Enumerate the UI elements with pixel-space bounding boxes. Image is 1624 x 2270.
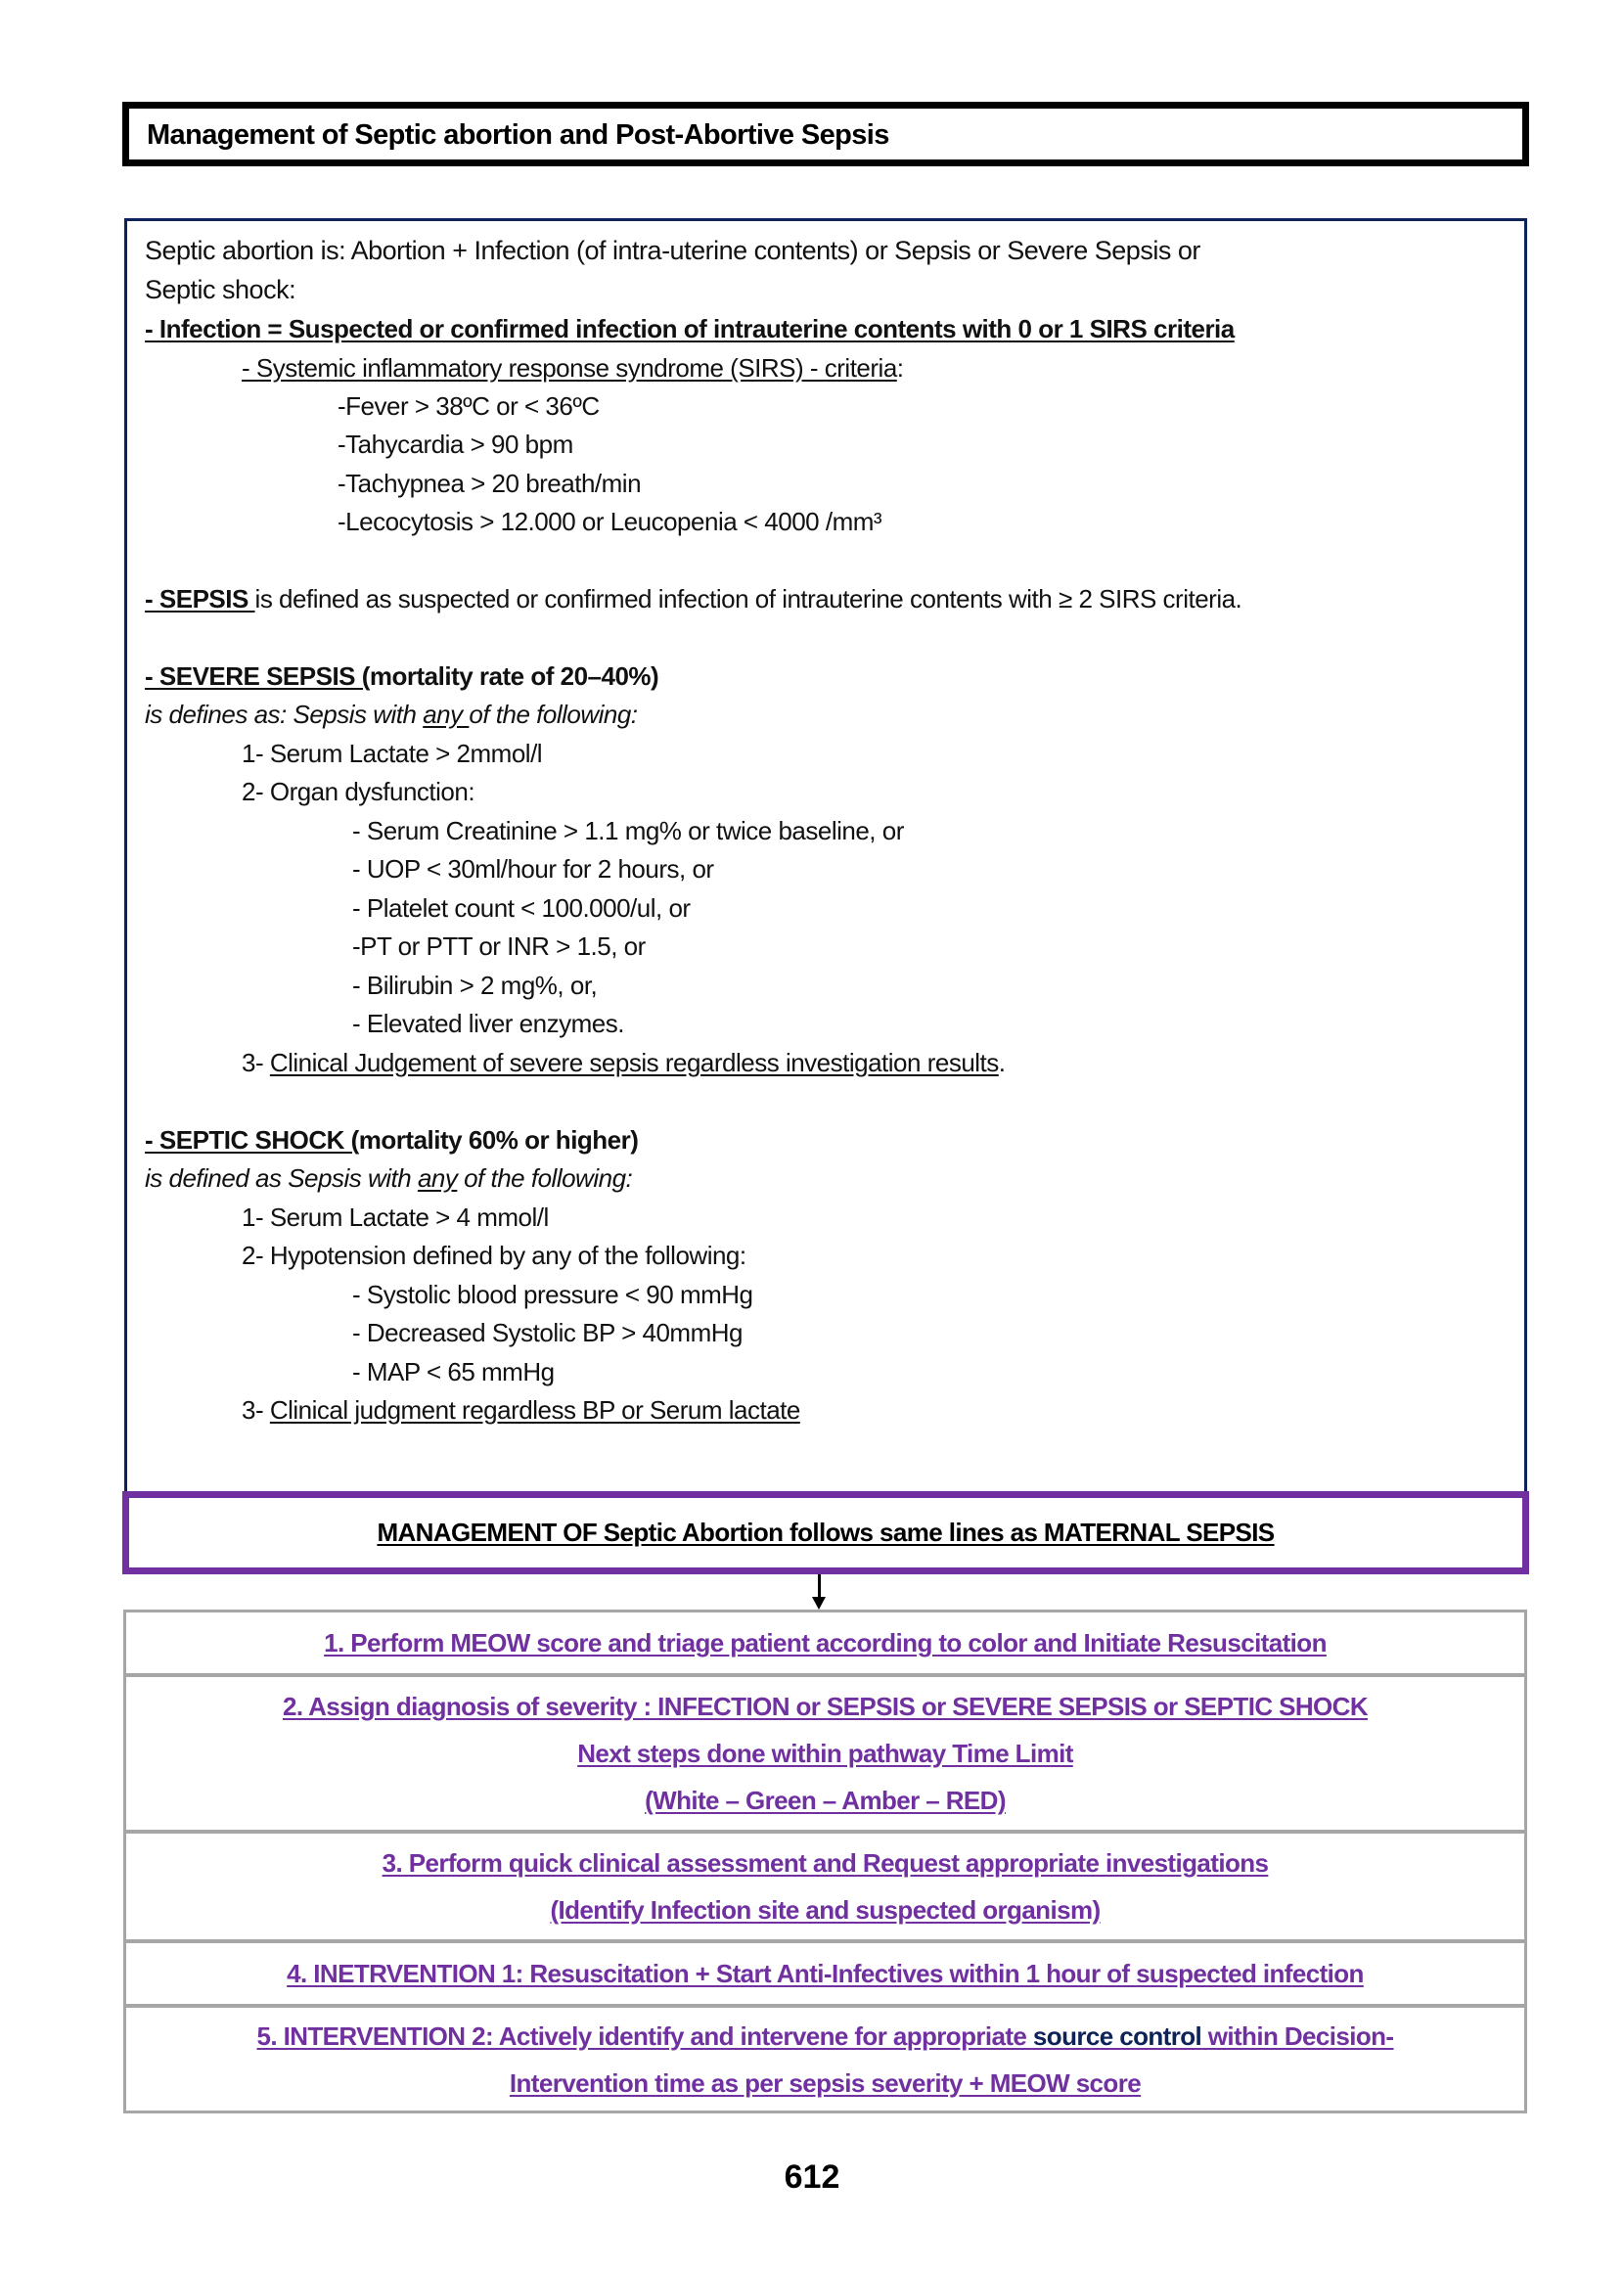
management-banner <box>122 1491 1529 1574</box>
organ-dysfunction-item: - UOP < 30ml/hour for 2 hours, or <box>352 854 714 884</box>
step-1 <box>126 1612 1524 1677</box>
organ-dysfunction-item: - Platelet count < 100.000/ul, or <box>352 893 691 923</box>
hypotension-item: - MAP < 65 mmHg <box>352 1357 555 1386</box>
intro-text: is defines as: Sepsis with <box>145 700 424 729</box>
severe-sepsis-mortality: mortality rate of 20–40%) <box>369 661 659 691</box>
management-steps <box>123 1610 1527 2113</box>
sirs-heading-colon: : <box>896 353 904 383</box>
item-text: Clinical Judgement of severe sepsis regardless investigation results <box>269 1048 999 1077</box>
step-text: Intervention time as per sepsis severity + MEOW score <box>509 2067 1142 2098</box>
step-3 <box>126 1834 1524 1943</box>
arrow-head-icon <box>812 1597 826 1610</box>
step-text-part: 5. INTERVENTION 2: Actively identify and intervene for appropriate <box>256 2020 1033 2051</box>
sirs-criterion: -Tachypnea > 20 breath/min <box>338 469 642 498</box>
intro-text: is defined as Sepsis with <box>145 1163 418 1193</box>
severe-sepsis-item-1: 1- Serum Lactate > 2mmol/l <box>242 739 543 768</box>
intro-line-1: Septic abortion is: Abortion + Infection (of intra-uterine contents) or Sepsis or Severe Sepsis or <box>145 236 1200 265</box>
title-box <box>122 102 1529 166</box>
intro-text: of the following: <box>457 1163 633 1193</box>
organ-dysfunction-item: - Elevated liver enzymes. <box>352 1009 624 1038</box>
intro-any: any <box>417 1163 458 1193</box>
severe-sepsis-label: - SEVERE SEPSIS ( <box>145 661 370 691</box>
step-text: (White – Green – Amber – RED) <box>645 1786 1006 1815</box>
severe-sepsis-item-2: 2- Organ dysfunction: <box>242 777 475 806</box>
organ-dysfunction-item: - Bilirubin > 2 mg%, or, <box>352 971 598 1000</box>
infection-definition: - Infection = Suspected or confirmed infection of intrauterine contents with 0 or 1 SIRS criteria <box>145 314 1235 343</box>
step-4 <box>126 1943 1524 2008</box>
step-2 <box>126 1677 1524 1834</box>
intro-text: of the following: <box>469 700 638 729</box>
sirs-heading <box>242 352 904 384</box>
sepsis-text: is defined as suspected or confirmed infection of intrauterine contents with ≥ 2 SIRS criteria. <box>254 584 1242 613</box>
septic-shock-item-2: 2- Hypotension defined by any of the following: <box>242 1241 746 1270</box>
definitions-box <box>124 218 1527 1496</box>
sirs-heading-text: - Systemic inflammatory response syndrome (SIRS) - criteria <box>242 353 897 383</box>
step-5 <box>126 2008 1524 2111</box>
septic-shock-heading <box>145 1124 638 1156</box>
step-text: 3. Perform quick clinical assessment and Request appropriate investigations <box>382 1848 1269 1878</box>
intro-any: any <box>423 700 470 729</box>
severe-sepsis-heading <box>145 660 658 692</box>
sirs-criterion: -Tahycardia > 90 bpm <box>338 430 573 459</box>
step-text-part: within Decision- <box>1201 2020 1394 2051</box>
page-title: Management of Septic abortion and Post-Abortive Sepsis <box>147 119 889 151</box>
septic-shock-label: - SEPTIC SHOCK ( <box>145 1125 359 1155</box>
septic-shock-intro <box>145 1162 632 1194</box>
organ-dysfunction-item: -PT or PTT or INR > 1.5, or <box>352 931 646 961</box>
item-text: Clinical judgment regardless BP or Serum lactate <box>269 1395 800 1425</box>
sirs-criterion: -Fever > 38ºC or < 36ºC <box>338 391 600 421</box>
item-suffix: . <box>998 1048 1006 1077</box>
organ-dysfunction-item: - Serum Creatinine > 1.1 mg% or twice baseline, or <box>352 816 904 845</box>
hypotension-item: - Systolic blood pressure < 90 mmHg <box>352 1280 753 1309</box>
source-control-highlight: source control <box>1032 2020 1202 2051</box>
step-text: 2. Assign diagnosis of severity : INFECTION or SEPSIS or SEVERE SEPSIS or SEPTIC SHOCK <box>282 1692 1369 1721</box>
intro-line-2: Septic shock: <box>145 275 296 304</box>
sirs-criterion: -Lecocytosis > 12.000 or Leucopenia < 4000 /mm³ <box>338 507 882 536</box>
item-prefix: 3- <box>242 1395 270 1425</box>
severe-sepsis-intro <box>145 699 638 730</box>
severe-sepsis-item-3 <box>242 1047 1006 1078</box>
septic-shock-mortality: mortality 60% or higher) <box>358 1125 639 1155</box>
septic-shock-item-1: 1- Serum Lactate > 4 mmol/l <box>242 1203 549 1232</box>
septic-shock-item-3 <box>242 1394 800 1426</box>
step-text <box>256 2013 1393 2060</box>
step-text: 4. INETRVENTION 1: Resuscitation + Start Anti-Infectives within 1 hour of suspected infection <box>287 1959 1364 1988</box>
item-prefix: 3- <box>242 1048 270 1077</box>
step-text: 1. Perform MEOW score and triage patient according to color and Initiate Resuscitation <box>324 1628 1327 1657</box>
management-banner-text: MANAGEMENT OF Septic Abortion follows same lines as MATERNAL SEPSIS <box>377 1518 1275 1547</box>
page-number: 612 <box>784 2158 840 2196</box>
sepsis-label: - SEPSIS <box>145 584 255 613</box>
sepsis-definition <box>145 583 1241 614</box>
hypotension-item: - Decreased Systolic BP > 40mmHg <box>352 1318 743 1347</box>
step-text: Next steps done within pathway Time Limit <box>577 1739 1073 1768</box>
step-text: (Identify Infection site and suspected organism) <box>550 1895 1101 1925</box>
